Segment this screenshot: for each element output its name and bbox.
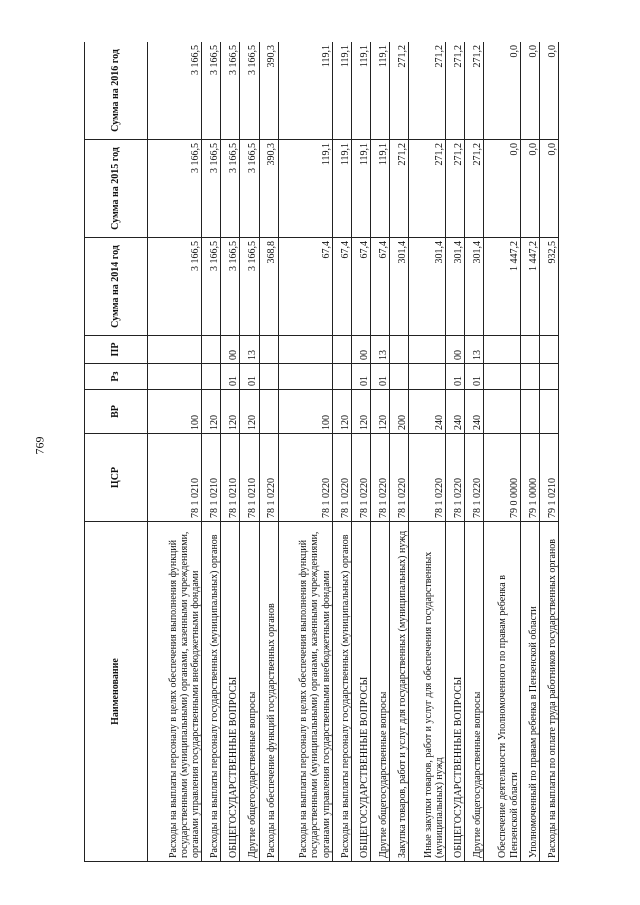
cell-csr: 78 1 0210 xyxy=(148,434,202,522)
cell-sum-2016: 3 166,5 xyxy=(148,42,202,140)
cell-rz xyxy=(332,364,351,390)
cell-sum-2016: 0,0 xyxy=(539,42,558,140)
cell-sum-2014: 301,4 xyxy=(465,238,484,336)
header-pr: ПР xyxy=(85,336,148,364)
cell-sum-2015: 0,0 xyxy=(484,140,521,238)
cell-sum-2016: 0,0 xyxy=(520,42,539,140)
cell-sum-2016: 271,2 xyxy=(445,42,464,140)
cell-rz: 01 xyxy=(240,364,259,390)
cell-pr: 13 xyxy=(371,336,390,364)
cell-rz: 01 xyxy=(371,364,390,390)
table-row xyxy=(351,42,370,862)
cell-sum-2015: 3 166,5 xyxy=(240,140,259,238)
cell-sum-2015: 119,1 xyxy=(351,140,370,238)
cell-vr xyxy=(520,390,539,434)
cell-pr xyxy=(520,336,539,364)
table-row xyxy=(148,42,202,862)
cell-pr xyxy=(259,336,278,364)
cell-csr: 78 1 0210 xyxy=(240,434,259,522)
cell-name: Расходы на выплаты персоналу государственных (муниципальных) органов xyxy=(202,522,221,862)
cell-pr xyxy=(409,336,446,364)
cell-name: Расходы на выплаты по оплате труда работников государственных органов xyxy=(539,522,558,862)
table-row xyxy=(240,42,259,862)
cell-name: Расходы на обеспечение функций государственных органов xyxy=(259,522,278,862)
cell-sum-2016: 3 166,5 xyxy=(221,42,240,140)
cell-vr xyxy=(484,390,521,434)
cell-sum-2015: 119,1 xyxy=(371,140,390,238)
cell-sum-2016: 271,2 xyxy=(390,42,409,140)
cell-csr: 78 1 0220 xyxy=(351,434,370,522)
table-row xyxy=(259,42,278,862)
cell-sum-2014: 3 166,5 xyxy=(221,238,240,336)
cell-csr: 78 1 0220 xyxy=(259,434,278,522)
rotated-table-area xyxy=(84,42,559,862)
cell-sum-2014: 67,4 xyxy=(351,238,370,336)
cell-sum-2016: 271,2 xyxy=(409,42,446,140)
header-name: Наименование xyxy=(85,522,148,862)
cell-name: Иные закупки товаров, работ и услуг для обеспечения государственных (муниципальных) нужд xyxy=(409,522,446,862)
cell-sum-2014: 67,4 xyxy=(278,238,332,336)
cell-rz xyxy=(202,364,221,390)
header-rz: Рз xyxy=(85,364,148,390)
cell-sum-2016: 271,2 xyxy=(465,42,484,140)
header-csr: ЦСР xyxy=(85,434,148,522)
header-sum-2014: Сумма на 2014 год xyxy=(85,238,148,336)
cell-sum-2014: 932,5 xyxy=(539,238,558,336)
cell-csr: 78 1 0220 xyxy=(278,434,332,522)
cell-sum-2014: 368,8 xyxy=(259,238,278,336)
cell-sum-2016: 3 166,5 xyxy=(202,42,221,140)
cell-rz: 01 xyxy=(351,364,370,390)
cell-name: Другие общегосударственные вопросы xyxy=(465,522,484,862)
cell-pr: 13 xyxy=(465,336,484,364)
table-row xyxy=(445,42,464,862)
cell-rz xyxy=(278,364,332,390)
cell-vr: 100 xyxy=(278,390,332,434)
cell-vr: 120 xyxy=(332,390,351,434)
cell-pr: 00 xyxy=(445,336,464,364)
cell-sum-2015: 0,0 xyxy=(520,140,539,238)
cell-csr: 78 1 0220 xyxy=(445,434,464,522)
table-row xyxy=(520,42,539,862)
table-landscape xyxy=(84,42,559,862)
cell-sum-2015: 119,1 xyxy=(278,140,332,238)
cell-rz xyxy=(520,364,539,390)
cell-vr: 100 xyxy=(148,390,202,434)
cell-sum-2014: 3 166,5 xyxy=(148,238,202,336)
cell-pr xyxy=(539,336,558,364)
cell-name: Другие общегосударственные вопросы xyxy=(240,522,259,862)
cell-pr: 13 xyxy=(240,336,259,364)
cell-pr xyxy=(484,336,521,364)
cell-csr: 78 1 0220 xyxy=(390,434,409,522)
cell-vr xyxy=(539,390,558,434)
cell-sum-2014: 1 447,2 xyxy=(520,238,539,336)
cell-rz xyxy=(409,364,446,390)
table-body xyxy=(148,42,559,862)
cell-sum-2015: 271,2 xyxy=(445,140,464,238)
cell-sum-2016: 390,3 xyxy=(259,42,278,140)
cell-csr: 78 1 0220 xyxy=(371,434,390,522)
cell-sum-2015: 3 166,5 xyxy=(221,140,240,238)
cell-csr: 78 1 0220 xyxy=(409,434,446,522)
cell-vr: 240 xyxy=(409,390,446,434)
cell-sum-2015: 271,2 xyxy=(465,140,484,238)
cell-sum-2015: 3 166,5 xyxy=(148,140,202,238)
table-row xyxy=(539,42,558,862)
cell-sum-2016: 0,0 xyxy=(484,42,521,140)
cell-name: Расходы на выплаты персоналу в целях обеспечения выполнения функций государственными (муниципальными) органами, казенными учреждениями, органами управления государственными внебюджетными фондами xyxy=(278,522,332,862)
cell-vr: 120 xyxy=(240,390,259,434)
cell-sum-2014: 301,4 xyxy=(409,238,446,336)
table-row xyxy=(371,42,390,862)
cell-sum-2014: 1 447,2 xyxy=(484,238,521,336)
page-number: 769 xyxy=(32,436,47,455)
cell-csr: 78 1 0220 xyxy=(465,434,484,522)
table-row xyxy=(409,42,446,862)
header-vr: ВР xyxy=(85,390,148,434)
table-row xyxy=(465,42,484,862)
cell-name: ОБЩЕГОСУДАРСТВЕННЫЕ ВОПРОСЫ xyxy=(351,522,370,862)
cell-csr: 78 1 0220 xyxy=(332,434,351,522)
cell-sum-2016: 3 166,5 xyxy=(240,42,259,140)
table-row xyxy=(390,42,409,862)
cell-csr: 79 1 0000 xyxy=(520,434,539,522)
cell-pr xyxy=(278,336,332,364)
cell-vr: 120 xyxy=(221,390,240,434)
cell-sum-2014: 301,4 xyxy=(390,238,409,336)
table-row xyxy=(221,42,240,862)
table-row xyxy=(484,42,521,862)
cell-pr xyxy=(390,336,409,364)
cell-sum-2014: 3 166,5 xyxy=(202,238,221,336)
table-header-row xyxy=(85,42,148,862)
cell-rz xyxy=(539,364,558,390)
cell-rz: 01 xyxy=(221,364,240,390)
cell-rz xyxy=(259,364,278,390)
cell-sum-2014: 301,4 xyxy=(445,238,464,336)
header-sum-2015: Сумма на 2015 год xyxy=(85,140,148,238)
header-sum-2016: Сумма на 2016 год xyxy=(85,42,148,140)
cell-vr: 240 xyxy=(445,390,464,434)
cell-sum-2014: 67,4 xyxy=(332,238,351,336)
table-row xyxy=(332,42,351,862)
cell-sum-2016: 119,1 xyxy=(332,42,351,140)
cell-sum-2016: 119,1 xyxy=(278,42,332,140)
cell-csr: 78 1 0210 xyxy=(221,434,240,522)
cell-vr: 240 xyxy=(465,390,484,434)
cell-rz xyxy=(484,364,521,390)
cell-sum-2016: 119,1 xyxy=(351,42,370,140)
cell-vr: 200 xyxy=(390,390,409,434)
table-row xyxy=(202,42,221,862)
cell-rz: 01 xyxy=(465,364,484,390)
cell-pr xyxy=(202,336,221,364)
budget-table xyxy=(84,42,559,862)
cell-name: ОБЩЕГОСУДАРСТВЕННЫЕ ВОПРОСЫ xyxy=(221,522,240,862)
cell-sum-2015: 271,2 xyxy=(390,140,409,238)
cell-vr: 120 xyxy=(351,390,370,434)
cell-sum-2015: 271,2 xyxy=(409,140,446,238)
cell-sum-2014: 67,4 xyxy=(371,238,390,336)
cell-rz xyxy=(390,364,409,390)
cell-pr xyxy=(148,336,202,364)
cell-sum-2015: 3 166,5 xyxy=(202,140,221,238)
cell-name: Расходы на выплаты персоналу в целях обеспечения выполнения функций государственными (муниципальными) органами, казенными учреждениями, органами управления государственными внебюджетными фондами xyxy=(148,522,202,862)
cell-name: Другие общегосударственные вопросы xyxy=(371,522,390,862)
cell-pr xyxy=(332,336,351,364)
cell-sum-2015: 119,1 xyxy=(332,140,351,238)
cell-name: ОБЩЕГОСУДАРСТВЕННЫЕ ВОПРОСЫ xyxy=(445,522,464,862)
cell-csr: 79 0 0000 xyxy=(484,434,521,522)
table-row xyxy=(278,42,332,862)
cell-csr: 78 1 0210 xyxy=(202,434,221,522)
cell-csr: 79 1 0210 xyxy=(539,434,558,522)
cell-pr: 00 xyxy=(351,336,370,364)
cell-sum-2015: 0,0 xyxy=(539,140,558,238)
cell-vr: 120 xyxy=(202,390,221,434)
cell-vr: 120 xyxy=(371,390,390,434)
cell-pr: 00 xyxy=(221,336,240,364)
cell-name: Уполномоченный по правам ребенка в Пензенской области xyxy=(520,522,539,862)
cell-name: Закупка товаров, работ и услуг для государственных (муниципальных) нужд xyxy=(390,522,409,862)
cell-vr xyxy=(259,390,278,434)
cell-name: Обеспечение деятельности Уполномоченного по правам ребенка в Пензенской области xyxy=(484,522,521,862)
cell-rz: 01 xyxy=(445,364,464,390)
cell-rz xyxy=(148,364,202,390)
cell-sum-2016: 119,1 xyxy=(371,42,390,140)
cell-sum-2014: 3 166,5 xyxy=(240,238,259,336)
cell-sum-2015: 390,3 xyxy=(259,140,278,238)
cell-name: Расходы на выплаты персоналу государственных (муниципальных) органов xyxy=(332,522,351,862)
